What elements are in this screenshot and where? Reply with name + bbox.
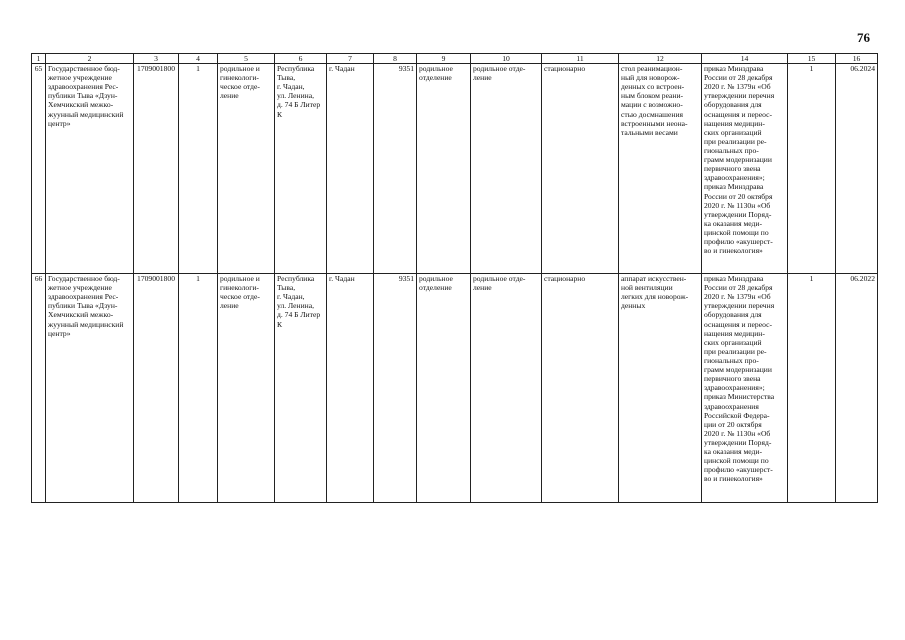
register-table [31, 53, 878, 503]
column-header: 3 [134, 54, 179, 64]
city: г. Чадан [327, 274, 374, 503]
care-type: стационарно [542, 64, 619, 274]
institution-code: 1709001800 [134, 64, 179, 274]
column-header: 11 [542, 54, 619, 64]
column-header: 7 [327, 54, 374, 64]
institution-code: 1709001800 [134, 274, 179, 503]
legal-basis: приказ Минздрава России от 28 декабря 2020 г. № 1379н «Об утверждении перечня оборудования для оснащения и переос- нащения медицин- ских организаций при реализации ре- гиональных про- грамм модернизации первичного звена здравоохранения»; приказ Минздрава России от 20 октября 2020 г. № 1130н «Об утверждении Поряд- ка оказания меди- цинской помощи по профилю «акушерст- во и гинекология» [702, 64, 788, 274]
column-header: 1 [32, 54, 46, 64]
department: родильное и гинекологи- ческое отде- ление [218, 64, 275, 274]
column-header: 12 [619, 54, 702, 64]
due-date: 06.2022 [836, 274, 878, 503]
department: родильное и гинекологи- ческое отде- ление [218, 274, 275, 503]
equipment: аппарат искусствен- ной вентиляции легких для новорож- денных [619, 274, 702, 503]
column-header: 2 [46, 54, 134, 64]
quantity: 1 [179, 274, 218, 503]
legal-basis: приказ Минздрава России от 28 декабря 2020 г. № 1379н «Об утверждении перечня оборудования для оснащения и переос- нащения медицин- ских организаций при реализации ре- гиональных про- грамм модернизации первичного звена здравоохранения»; приказ Министерства здравоохранения Российской Федера- ции от 20 октября 2020 г. № 1130н «Об утверждении Поряд- ка оказания меди- цинской помощи по профилю «акушерст- во и гинекология» [702, 274, 788, 503]
unit: родильное отде- ление [471, 64, 542, 274]
page-number: 76 [857, 30, 870, 45]
row-number: 65 [32, 64, 46, 274]
column-header: 6 [275, 54, 327, 64]
profile: родильное отделение [417, 64, 471, 274]
care-type: стационарно [542, 274, 619, 503]
column-header: 5 [218, 54, 275, 64]
equipment: стол реанимацион- ный для новорож- денных со встроен- ным блоком реани- мации с возможно- стью досмнашения встроенными неона- тальными весами [619, 64, 702, 274]
column-header: 14 [702, 54, 788, 64]
index-code: 9351 [374, 64, 417, 274]
unit: родильное отде- ление [471, 274, 542, 503]
city: г. Чадан [327, 64, 374, 274]
table-row [32, 64, 878, 274]
institution-name: Государственное бюд- жетное учреждение здравоохранения Рес- публики Тыва «Дзун- Хемчикский межко- жуунный медицинский центр» [46, 274, 134, 503]
row-number: 66 [32, 274, 46, 503]
count: 1 [788, 64, 836, 274]
index-code: 9351 [374, 274, 417, 503]
address: Республика Тыва, г. Чадан, ул. Ленина, д. 74 Б Литер К [275, 64, 327, 274]
column-header: 10 [471, 54, 542, 64]
due-date: 06.2024 [836, 64, 878, 274]
profile: родильное отделение [417, 274, 471, 503]
institution-name: Государственное бюд- жетное учреждение здравоохранения Рес- публики Тыва «Дзун- Хемчикский межко- жуунный медицинский центр» [46, 64, 134, 274]
table-row [32, 274, 878, 503]
column-header: 4 [179, 54, 218, 64]
count: 1 [788, 274, 836, 503]
quantity: 1 [179, 64, 218, 274]
column-header: 16 [836, 54, 878, 64]
column-header: 15 [788, 54, 836, 64]
column-header: 9 [417, 54, 471, 64]
column-number-row [32, 54, 878, 64]
address: Республика Тыва, г. Чадан, ул. Ленина, д. 74 Б Литер К [275, 274, 327, 503]
column-header: 8 [374, 54, 417, 64]
